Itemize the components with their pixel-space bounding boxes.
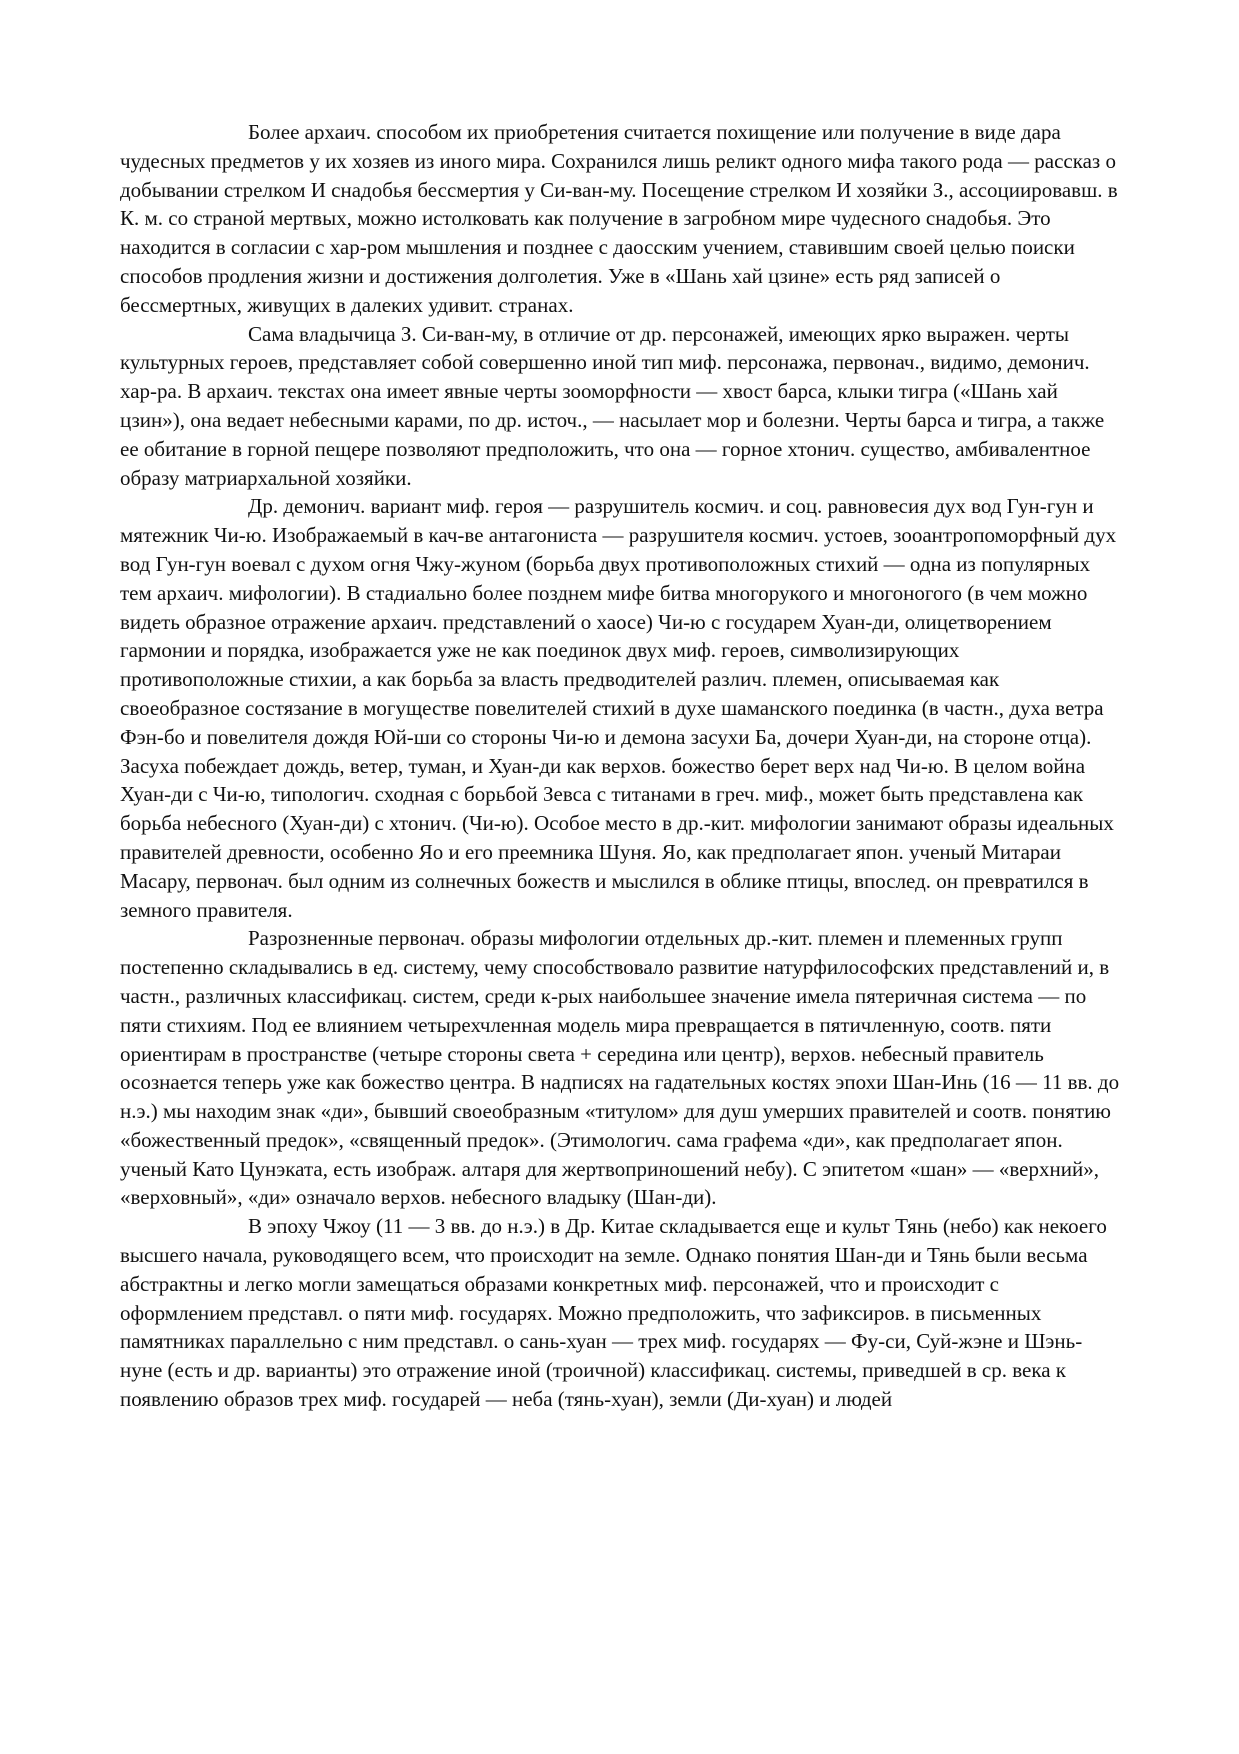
paragraph-1: Более архаич. способом их приобретения считается похищение или получение в виде дара чудесных предметов у их хозяев из иного мира. Сохранился лишь реликт одного мифа такого рода — рассказ о добывании стрелком И снадобья бессмертия у Си-ван-му. Посещение стрелком И хозяйки З., ассоциировавш. в К. м. со страной мертвых, можно истолковать как получение в загробном мире чудесного снадобья. Это находится в согласии с хар-ром мышления и позднее с даосским учением, ставившим своей целью поиски способов продления жизни и достижения долголетия. Уже в «Шань хай цзине» есть ряд записей о бессмертных, живущих в далеких удивит. странах. <box>120 120 1118 317</box>
paragraph-2: Сама владычица З. Си-ван-му, в отличие от др. персонажей, имеющих ярко выражен. черты культурных героев, представляет собой совершенно иной тип миф. персонажа, первонач., видимо, демонич. хар-ра. В архаич. текстах она имеет явные черты зооморфности — хвост барса, клыки тигра («Шань хай цзин»), она ведает небесными карами, по др. источ., — насылает мор и болезни. Черты барса и тигра, а также ее обитание в горной пещере позволяют предположить, что она — горное хтонич. существо, амбивалентное образу матриархальной хозяйки. <box>120 321 1105 490</box>
paragraph-4: Разрозненные первонач. образы мифологии отдельных др.-кит. племен и племенных групп постепенно складывались в ед. систему, чему способствовало развитие натурфилософских представлений и, в частн., различных классификац. систем, среди к-рых наибольшее значение имела пятеричная система — по пяти стихиям. Под ее влиянием четырехчленная модель мира превращается в пятичленную, соотв. пяти ориентирам в пространстве (четыре стороны света + середина или центр), верхов. небесный правитель осознается теперь уже как божество центра. В надписях на гадательных костях эпохи Шан-Инь (16 — 11 вв. до н.э.) мы находим знак «ди», бывший своеобразным «титулом» для душ умерших правителей и соотв. понятию «божественный предок», «священный предок». (Этимологич. сама графема «ди», как предполагает япон. ученый Като Цунэката, есть изображ. алтаря для жертвоприношений небу). С эпитетом «шан» — «верхний», «верховный», «ди» означало верхов. небесного владыку (Шан-ди). <box>120 926 1120 1210</box>
paragraph-5: В эпоху Чжоу (11 — 3 вв. до н.э.) в Др. Китае складывается еще и культ Тянь (небо) как некоего высшего начала, руководящего всем, что происходит на земле. Однако понятия Шан-ди и Тянь были весьма абстрактны и легко могли замещаться образами конкретных миф. персонажей, что и происходит с оформлением представл. о пяти миф. государях. Можно предположить, что зафиксиров. в письменных памятниках параллельно с ним представл. о сань-хуан — трех миф. государях — Фу-си, Суй-жэне и Шэнь-нуне (есть и др. варианты) это отражение иной (троичной) классификац. системы, приведшей в ср. века к появлению образов трех миф. государей — неба (тянь-хуан), земли (Ди-хуан) и людей <box>120 1214 1107 1412</box>
paragraph-3: Др. демонич. вариант миф. героя — разрушитель космич. и соц. равновесия дух вод Гун-гун и мятежник Чи-ю. Изображаемый в кач-ве антагониста — разрушителя космич. устоев, зооантропоморфный дух вод Гун-гун воевал с духом огня Чжу-жуном (борьба двух противоположных стихий — одна из популярных тем архаич. мифологии). В стадиально более позднем мифе битва многорукого и многоногого (в чем можно видеть образное отражение архаич. представлений о хаосе) Чи-ю с государем Хуан-ди, олицетворением гармонии и порядка, изображается уже не как поединок двух миф. героев, символизирующих противоположные стихии, а как борьба за власть предводителей различ. племен, описываемая как своеобразное состязание в могуществе повелителей стихий в духе шаманского поединка (в частн., духа ветра Фэн-бо и повелителя дождя Юй-ши со стороны Чи-ю и демона засухи Ба, дочери Хуан-ди, на стороне отца). Засуха побеждает дождь, ветер, туман, и Хуан-ди как верхов. божество берет верх над Чи-ю. В целом война Хуан-ди с Чи-ю, типологич. сходная с борьбой Зевса с титанами в греч. миф., может быть представлена как борьба небесного (Хуан-ди) с хтонич. (Чи-ю). Особое место в др.-кит. мифологии занимают образы идеальных правителей древности, особенно Яо и его преемника Шуня. Яо, как предполагает япон. ученый Митараи Масару, первонач. был одним из солнечных божеств и мыслился в облике птицы, впослед. он превратился в земного правителя. <box>120 494 1117 922</box>
document-page <box>120 118 1120 1414</box>
